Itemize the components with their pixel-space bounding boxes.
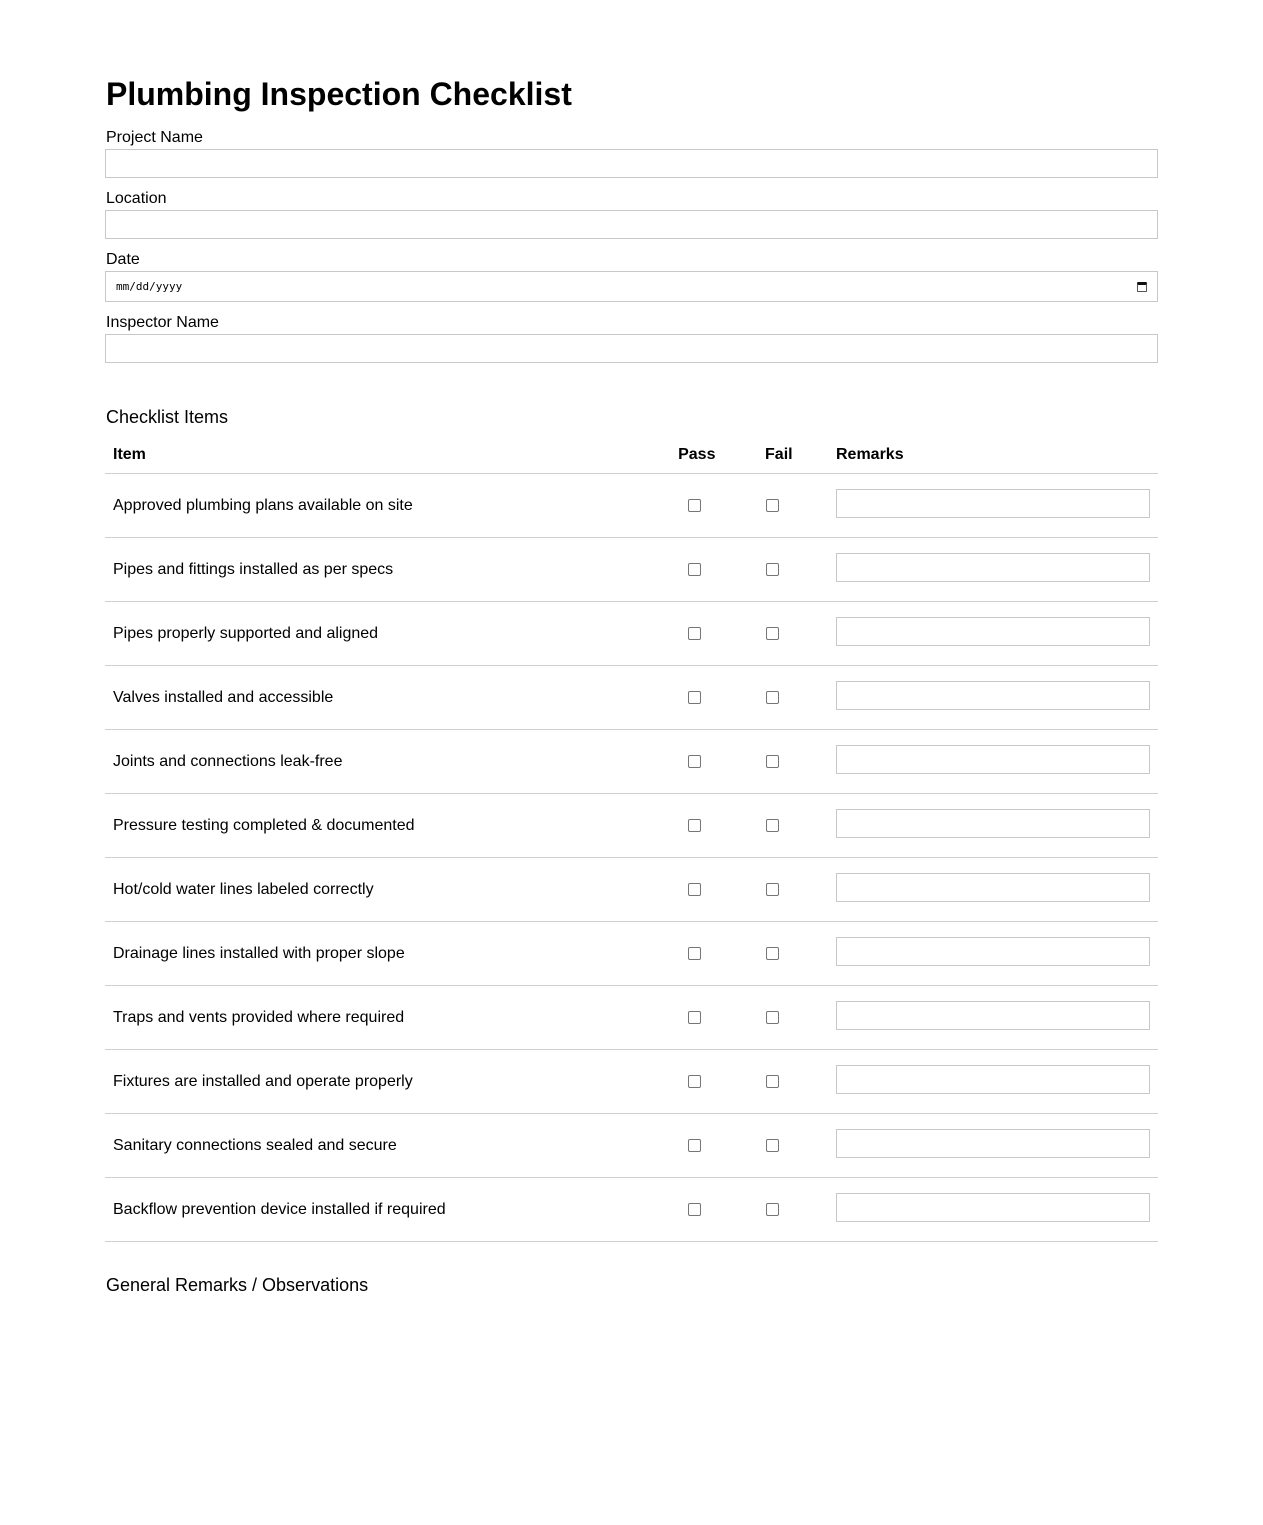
- item-label: Pipes properly supported and aligned: [105, 602, 670, 666]
- fail-checkbox[interactable]: [766, 627, 779, 640]
- pass-checkbox[interactable]: [688, 1075, 701, 1088]
- page-title: Plumbing Inspection Checklist: [106, 76, 572, 112]
- location-input[interactable]: [105, 210, 1158, 239]
- table-row: [105, 1050, 1158, 1114]
- remarks-input[interactable]: [836, 745, 1150, 774]
- pass-checkbox[interactable]: [688, 499, 701, 512]
- checklist-table: [105, 436, 1158, 1242]
- date-input[interactable]: [105, 271, 1158, 302]
- general-remarks-title: General Remarks / Observations: [106, 1275, 369, 1295]
- table-row: [105, 794, 1158, 858]
- remarks-input[interactable]: [836, 873, 1150, 902]
- remarks-input[interactable]: [836, 1001, 1150, 1030]
- item-label: Backflow prevention device installed if required: [105, 1178, 670, 1242]
- item-label: Sanitary connections sealed and secure: [105, 1114, 670, 1178]
- fail-checkbox[interactable]: [766, 499, 779, 512]
- table-row: [105, 986, 1158, 1050]
- item-label: Traps and vents provided where required: [105, 986, 670, 1050]
- item-label: Pipes and fittings installed as per specs: [105, 538, 670, 602]
- remarks-input[interactable]: [836, 1193, 1150, 1222]
- remarks-input[interactable]: [836, 617, 1150, 646]
- pass-checkbox[interactable]: [688, 883, 701, 896]
- date-label: Date: [106, 251, 140, 268]
- column-header-remarks: Remarks: [828, 436, 1158, 474]
- pass-checkbox[interactable]: [688, 627, 701, 640]
- checklist-section-title: Checklist Items: [106, 407, 229, 427]
- inspector-name-label: Inspector Name: [106, 314, 219, 331]
- fail-checkbox[interactable]: [766, 1011, 779, 1024]
- table-row: [105, 1178, 1158, 1242]
- column-header-fail: Fail: [757, 436, 828, 474]
- table-row: [105, 602, 1158, 666]
- project-name-input[interactable]: [105, 149, 1158, 178]
- remarks-input[interactable]: [836, 1065, 1150, 1094]
- item-label: Valves installed and accessible: [105, 666, 670, 730]
- table-row: [105, 538, 1158, 602]
- item-label: Joints and connections leak-free: [105, 730, 670, 794]
- table-row: [105, 1114, 1158, 1178]
- fail-checkbox[interactable]: [766, 563, 779, 576]
- calendar-icon[interactable]: [1137, 282, 1147, 292]
- pass-checkbox[interactable]: [688, 1139, 701, 1152]
- remarks-input[interactable]: [836, 809, 1150, 838]
- item-label: Pressure testing completed & documented: [105, 794, 670, 858]
- column-header-item: Item: [105, 436, 670, 474]
- fail-checkbox[interactable]: [766, 1139, 779, 1152]
- pass-checkbox[interactable]: [688, 1011, 701, 1024]
- table-row: [105, 730, 1158, 794]
- pass-checkbox[interactable]: [688, 755, 701, 768]
- item-label: Fixtures are installed and operate properly: [105, 1050, 670, 1114]
- remarks-input[interactable]: [836, 489, 1150, 518]
- fail-checkbox[interactable]: [766, 755, 779, 768]
- fail-checkbox[interactable]: [766, 947, 779, 960]
- remarks-input[interactable]: [836, 553, 1150, 582]
- remarks-input[interactable]: [836, 937, 1150, 966]
- item-label: Drainage lines installed with proper slope: [105, 922, 670, 986]
- table-row: [105, 922, 1158, 986]
- fail-checkbox[interactable]: [766, 1075, 779, 1088]
- remarks-input[interactable]: [836, 681, 1150, 710]
- location-label: Location: [106, 190, 167, 207]
- item-label: Approved plumbing plans available on site: [105, 474, 670, 538]
- fail-checkbox[interactable]: [766, 1203, 779, 1216]
- fail-checkbox[interactable]: [766, 883, 779, 896]
- table-header-row: [105, 436, 1158, 474]
- table-row: [105, 858, 1158, 922]
- pass-checkbox[interactable]: [688, 819, 701, 832]
- fail-checkbox[interactable]: [766, 819, 779, 832]
- column-header-pass: Pass: [670, 436, 757, 474]
- remarks-input[interactable]: [836, 1129, 1150, 1158]
- project-name-label: Project Name: [106, 129, 203, 146]
- fail-checkbox[interactable]: [766, 691, 779, 704]
- pass-checkbox[interactable]: [688, 563, 701, 576]
- date-placeholder: mm/dd/yyyy: [116, 280, 183, 293]
- inspector-name-input[interactable]: [105, 334, 1158, 363]
- pass-checkbox[interactable]: [688, 1203, 701, 1216]
- item-label: Hot/cold water lines labeled correctly: [105, 858, 670, 922]
- pass-checkbox[interactable]: [688, 691, 701, 704]
- table-row: [105, 666, 1158, 730]
- pass-checkbox[interactable]: [688, 947, 701, 960]
- table-row: [105, 474, 1158, 538]
